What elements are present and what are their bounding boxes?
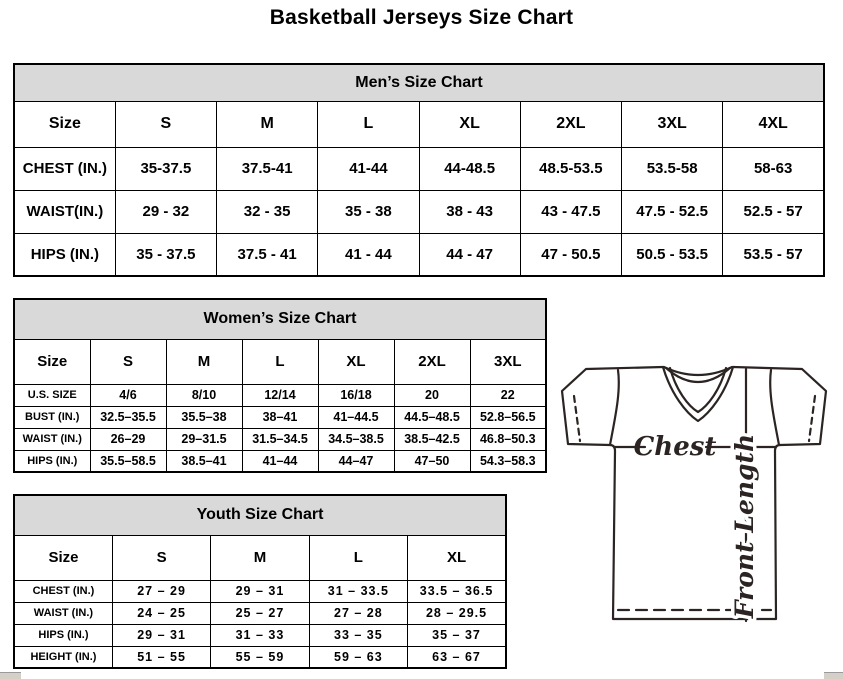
size-header-row	[14, 101, 824, 147]
measurement-row	[14, 233, 824, 276]
jersey-body-outline	[562, 367, 826, 619]
size-column-header: L	[242, 339, 318, 384]
measurement-label: BUST (IN.)	[14, 406, 90, 428]
horizontal-scrollbar-left-button[interactable]	[0, 672, 21, 679]
womens-size-chart-section	[13, 298, 547, 473]
size-column-header: XL	[318, 339, 394, 384]
measurement-value: 37.5 - 41	[217, 233, 318, 276]
womens-size-chart-table	[13, 298, 547, 473]
measurement-label: WAIST (IN.)	[14, 602, 112, 624]
measurement-value: 41 - 44	[318, 233, 419, 276]
measurement-value: 35.5–58.5	[90, 450, 166, 472]
measurement-value: 35-37.5	[115, 147, 216, 190]
size-column-header: M	[166, 339, 242, 384]
measurement-value: 27 – 29	[112, 580, 210, 602]
measurement-row	[14, 580, 506, 602]
youth-size-chart-table	[13, 494, 507, 669]
measurement-value: 28 – 29.5	[408, 602, 506, 624]
measurement-value: 51 – 55	[112, 646, 210, 668]
measurement-value: 29 - 32	[115, 190, 216, 233]
measurement-value: 12/14	[242, 384, 318, 406]
measurement-value: 41-44	[318, 147, 419, 190]
page-title: Basketball Jerseys Size Chart	[269, 6, 574, 29]
measurement-value: 33.5 – 36.5	[408, 580, 506, 602]
size-column-header: 3XL	[470, 339, 546, 384]
size-column-header: 3XL	[622, 101, 723, 147]
measurement-value: 35 - 37.5	[115, 233, 216, 276]
measurement-value: 63 – 67	[408, 646, 506, 668]
table-title-row	[14, 495, 506, 535]
measurement-value: 34.5–38.5	[318, 428, 394, 450]
measurement-value: 31 – 33	[211, 624, 309, 646]
horizontal-scrollbar-right-button[interactable]	[824, 672, 843, 679]
size-corner-header: Size	[14, 339, 90, 384]
measurement-value: 35 – 37	[408, 624, 506, 646]
measurement-value: 8/10	[166, 384, 242, 406]
measurement-value: 35 - 38	[318, 190, 419, 233]
measurement-row	[14, 384, 546, 406]
measurement-value: 25 – 27	[211, 602, 309, 624]
measurement-value: 41–44	[242, 450, 318, 472]
measurement-value: 16/18	[318, 384, 394, 406]
measurement-value: 47 - 50.5	[520, 233, 621, 276]
measurement-value: 29–31.5	[166, 428, 242, 450]
measurement-value: 31.5–34.5	[242, 428, 318, 450]
measurement-value: 22	[470, 384, 546, 406]
measurement-value: 59 – 63	[309, 646, 407, 668]
measurement-value: 44 - 47	[419, 233, 520, 276]
measurement-label: HIPS (IN.)	[14, 624, 112, 646]
measurement-value: 37.5-41	[217, 147, 318, 190]
size-column-header: M	[217, 101, 318, 147]
measurement-row	[14, 602, 506, 624]
measurement-value: 29 – 31	[211, 580, 309, 602]
measurement-value: 54.3–58.3	[470, 450, 546, 472]
size-column-header: XL	[408, 535, 506, 580]
measurement-label: HIPS (IN.)	[14, 233, 115, 276]
jersey-outline-icon	[553, 358, 841, 640]
measurement-value: 4/6	[90, 384, 166, 406]
size-corner-header: Size	[14, 535, 112, 580]
size-column-header: XL	[419, 101, 520, 147]
size-corner-header: Size	[14, 101, 115, 147]
size-column-header: 2XL	[394, 339, 470, 384]
measurement-label: HIPS (IN.)	[14, 450, 90, 472]
measurement-label: CHEST (IN.)	[14, 580, 112, 602]
measurement-row	[14, 646, 506, 668]
size-column-header: M	[211, 535, 309, 580]
measurement-value: 44.5–48.5	[394, 406, 470, 428]
measurement-value: 48.5-53.5	[520, 147, 621, 190]
measurement-value: 38.5–42.5	[394, 428, 470, 450]
measurement-value: 20	[394, 384, 470, 406]
size-column-header: L	[318, 101, 419, 147]
table-title: Women’s Size Chart	[14, 299, 546, 339]
size-header-row	[14, 339, 546, 384]
measurement-value: 44-48.5	[419, 147, 520, 190]
front-length-label: Front Length	[730, 433, 759, 619]
measurement-value: 53.5-58	[622, 147, 723, 190]
measurement-value: 50.5 - 53.5	[622, 233, 723, 276]
measurement-value: 44–47	[318, 450, 394, 472]
size-column-header: 2XL	[520, 101, 621, 147]
mens-size-chart-table	[13, 63, 825, 277]
measurement-row	[14, 450, 546, 472]
measurement-row	[14, 190, 824, 233]
measurement-value: 55 – 59	[211, 646, 309, 668]
youth-size-chart-section	[13, 494, 507, 669]
measurement-value: 29 – 31	[112, 624, 210, 646]
measurement-value: 32 - 35	[217, 190, 318, 233]
measurement-value: 33 – 35	[309, 624, 407, 646]
measurement-label: WAIST (IN.)	[14, 428, 90, 450]
size-column-header: L	[309, 535, 407, 580]
table-title: Youth Size Chart	[14, 495, 506, 535]
measurement-row	[14, 624, 506, 646]
chest-label: Chest	[633, 432, 717, 462]
measurement-label: HEIGHT (IN.)	[14, 646, 112, 668]
measurement-value: 32.5–35.5	[90, 406, 166, 428]
measurement-value: 47–50	[394, 450, 470, 472]
table-title-row	[14, 64, 824, 101]
measurement-value: 38.5–41	[166, 450, 242, 472]
mens-size-chart-section	[13, 63, 825, 277]
measurement-value: 41–44.5	[318, 406, 394, 428]
measurement-value: 52.5 - 57	[723, 190, 824, 233]
left-cuff-dashed-line	[574, 396, 580, 441]
measurement-value: 27 – 28	[309, 602, 407, 624]
left-sleeve-seam	[610, 370, 619, 445]
size-column-header: S	[115, 101, 216, 147]
right-cuff-dashed-line	[809, 396, 815, 441]
measurement-value: 24 – 25	[112, 602, 210, 624]
measurement-value: 58-63	[723, 147, 824, 190]
size-column-header: S	[112, 535, 210, 580]
size-column-header: S	[90, 339, 166, 384]
measurement-value: 31 – 33.5	[309, 580, 407, 602]
measurement-value: 43 - 47.5	[520, 190, 621, 233]
measurement-value: 26–29	[90, 428, 166, 450]
measurement-value: 38 - 43	[419, 190, 520, 233]
measurement-value: 46.8–50.3	[470, 428, 546, 450]
measurement-label: WAIST(IN.)	[14, 190, 115, 233]
measurement-row	[14, 147, 824, 190]
measurement-label: CHEST (IN.)	[14, 147, 115, 190]
right-sleeve-seam	[770, 370, 779, 445]
measurement-value: 52.8–56.5	[470, 406, 546, 428]
measurement-value: 35.5–38	[166, 406, 242, 428]
measurement-label: U.S. SIZE	[14, 384, 90, 406]
size-column-header: 4XL	[723, 101, 824, 147]
size-header-row	[14, 535, 506, 580]
table-title-row	[14, 299, 546, 339]
measurement-value: 38–41	[242, 406, 318, 428]
measurement-value: 47.5 - 52.5	[622, 190, 723, 233]
jersey-measurement-diagram	[553, 358, 841, 640]
measurement-row	[14, 406, 546, 428]
table-title: Men’s Size Chart	[14, 64, 824, 101]
measurement-value: 53.5 - 57	[723, 233, 824, 276]
measurement-row	[14, 428, 546, 450]
